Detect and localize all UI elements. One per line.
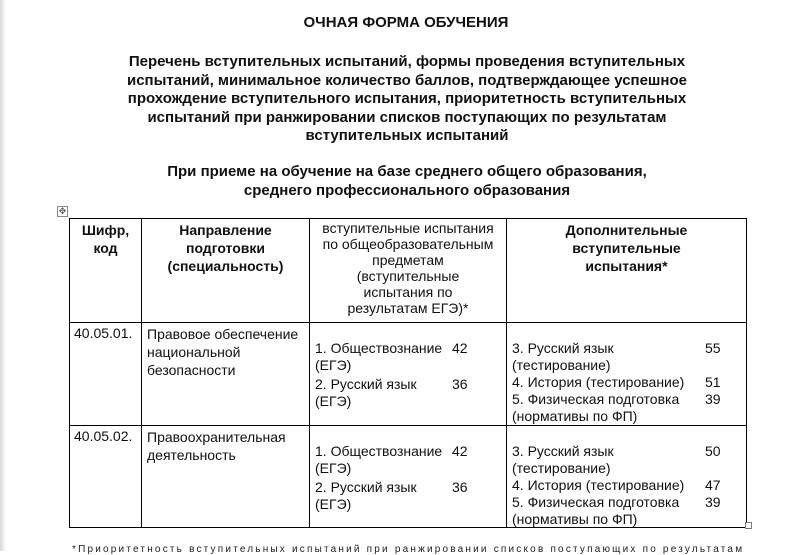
subtitle-line: Перечень вступительных испытаний, формы проведения вступительных bbox=[128, 53, 686, 70]
subtitle-line: испытаний при ранжировании списков поступающих по результатам bbox=[147, 108, 667, 126]
exam-min-score: 55 bbox=[705, 340, 721, 356]
header-additional-line: испытания* bbox=[585, 258, 668, 274]
header-ege-line: вступительные испытания bbox=[322, 220, 494, 236]
exam-line: (ЕГЭ) bbox=[315, 393, 352, 409]
exam-min-score: 47 bbox=[705, 477, 721, 493]
table-row bbox=[70, 323, 747, 426]
admission-basis-heading bbox=[110, 162, 704, 200]
specialty-line: национальной bbox=[147, 344, 241, 360]
footnote: *Приоритетность вступительных испытаний при ранжировании списков поступающих по результатам bbox=[72, 544, 745, 555]
row-additional-exams bbox=[507, 323, 747, 426]
exam-item bbox=[315, 376, 417, 410]
exam-min-score: 36 bbox=[452, 479, 468, 495]
specialty-line: Правоохранительная bbox=[147, 429, 286, 445]
table-header-row bbox=[70, 219, 747, 323]
exam-item bbox=[315, 443, 442, 477]
header-code bbox=[70, 219, 142, 323]
table-resize-handle[interactable] bbox=[745, 522, 752, 529]
row-ege-exams bbox=[310, 323, 507, 426]
exam-min-score: 50 bbox=[705, 443, 721, 459]
table-row bbox=[70, 426, 747, 528]
header-code-line: код bbox=[93, 240, 118, 256]
exam-line: 4. История (тестирование) bbox=[512, 374, 685, 390]
row-specialty bbox=[142, 323, 310, 426]
header-additional-line: вступительные bbox=[572, 240, 681, 256]
exam-item bbox=[315, 479, 417, 513]
exam-line: 3. Русский язык bbox=[512, 443, 614, 459]
window-edge-shadow bbox=[0, 0, 6, 551]
exam-line: (тестирование) bbox=[512, 460, 611, 476]
header-ege bbox=[310, 219, 507, 323]
exam-line: (ЕГЭ) bbox=[315, 496, 352, 512]
header-additional-line: Дополнительные bbox=[565, 222, 688, 238]
subtitle-line: прохождение вступительного испытания, приоритетность вступительных bbox=[127, 90, 687, 107]
header-ege-line: результатам ЕГЭ)* bbox=[347, 300, 469, 316]
page-title: ОЧНАЯ ФОРМА ОБУЧЕНИЯ bbox=[303, 14, 509, 31]
subtitle-line: вступительных испытаний bbox=[305, 127, 509, 144]
header-ege-line: предметам bbox=[372, 252, 444, 268]
specialty-line: безопасности bbox=[147, 362, 236, 378]
exam-line: (нормативы по ФП) bbox=[512, 511, 638, 527]
row-specialty bbox=[142, 426, 310, 528]
exam-item bbox=[512, 391, 679, 425]
row-code: 40.05.02. bbox=[70, 426, 142, 528]
header-additional bbox=[507, 219, 747, 323]
exam-item bbox=[512, 477, 684, 494]
exam-min-score: 36 bbox=[452, 376, 468, 392]
header-direction-line: (специальность) bbox=[167, 258, 284, 274]
exam-min-score: 51 bbox=[705, 374, 721, 390]
exam-line: 2. Русский язык bbox=[315, 376, 417, 392]
exam-line: 1. Обществознание bbox=[315, 340, 443, 356]
row-code: 40.05.01. bbox=[70, 323, 142, 426]
exam-line: (нормативы по ФП) bbox=[512, 408, 638, 424]
specialty-line: Правовое обеспечение bbox=[147, 326, 299, 342]
exam-line: 4. История (тестирование) bbox=[512, 477, 685, 493]
entrance-exams-table bbox=[69, 218, 747, 528]
exam-line: 2. Русский язык bbox=[315, 479, 417, 495]
header-code-line: Шифр, bbox=[81, 222, 130, 238]
exam-line: 5. Физическая подготовка bbox=[512, 494, 680, 510]
header-direction-line: подготовки bbox=[185, 240, 265, 256]
exam-min-score: 39 bbox=[705, 494, 721, 510]
exam-line: 3. Русский язык bbox=[512, 340, 614, 356]
exam-line: (ЕГЭ) bbox=[315, 460, 352, 476]
exam-min-score: 42 bbox=[452, 340, 468, 356]
header-direction bbox=[142, 219, 310, 323]
exam-line: 5. Физическая подготовка bbox=[512, 391, 680, 407]
exam-item bbox=[512, 340, 614, 374]
exam-line: (ЕГЭ) bbox=[315, 357, 352, 373]
basis-line: При приеме на обучение на базе среднего общего образования, bbox=[167, 163, 647, 180]
basis-line: среднего профессионального образования bbox=[243, 182, 571, 199]
header-ege-line: испытания по bbox=[363, 284, 453, 300]
exam-item bbox=[315, 340, 442, 374]
header-direction-line: Направление bbox=[179, 222, 272, 238]
row-additional-exams bbox=[507, 426, 747, 528]
page-subtitle bbox=[90, 53, 724, 146]
exam-item bbox=[512, 494, 679, 528]
exam-line: 1. Обществознание bbox=[315, 443, 443, 459]
subtitle-line: испытаний, минимальное количество баллов, подтверждающее успешное bbox=[126, 71, 688, 89]
exam-item bbox=[512, 374, 684, 391]
table-move-handle-icon[interactable]: ✥ bbox=[58, 206, 67, 216]
row-ege-exams bbox=[310, 426, 507, 528]
exam-min-score: 42 bbox=[452, 443, 468, 459]
specialty-line: деятельность bbox=[147, 447, 236, 463]
header-ege-line: (вступительные bbox=[356, 268, 460, 284]
exam-line: (тестирование) bbox=[512, 357, 611, 373]
exam-min-score: 39 bbox=[705, 391, 721, 407]
header-ege-line: по общеобразовательным bbox=[322, 236, 494, 252]
exam-item bbox=[512, 443, 614, 477]
